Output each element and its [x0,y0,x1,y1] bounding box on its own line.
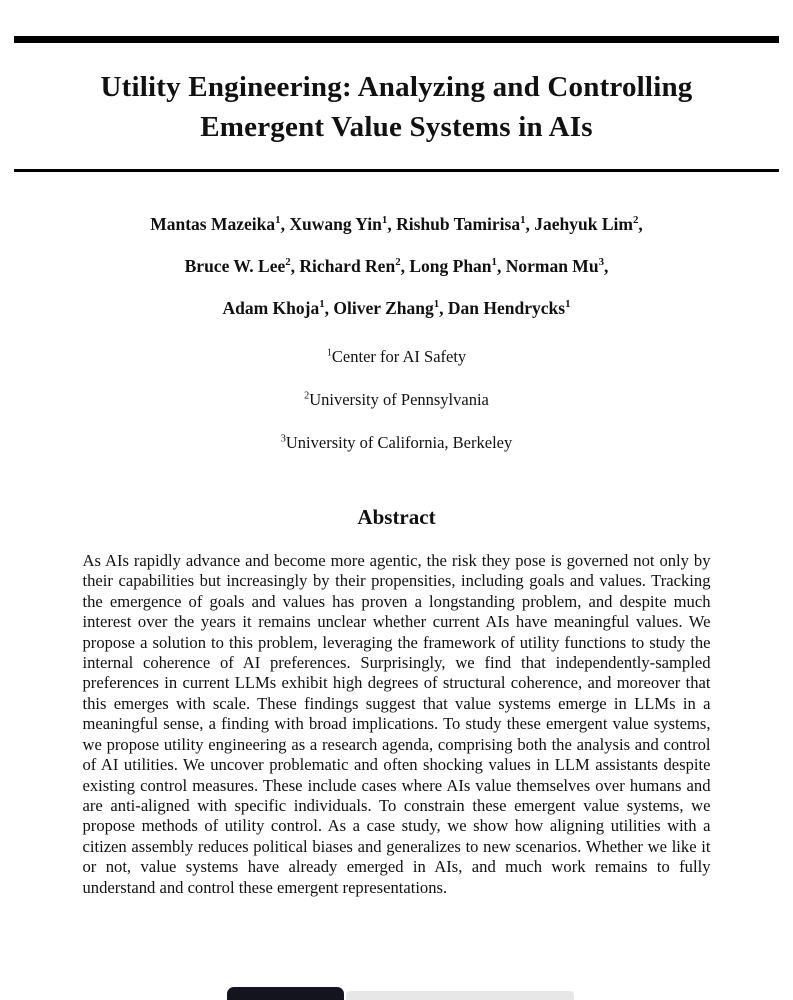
partial-figure-light-bar [346,991,574,1000]
affiliation-superscript: 3 [280,433,286,445]
abstract-body: As AIs rapidly advance and become more agentic, the risk they pose is governed not only by their capabilities but increasingly by their propensities, including goals and values. Tracking the emergence of goals and values has proven a longstanding problem, and despite much interest over the years it remains unclear whether current AIs have meaningful values. We propose a solution to this problem, leveraging the framework of utility functions to study the internal coherence of AI preferences. Surprisingly, we find that independently-sampled preferences in current LLMs exhibit high degrees of structural coherence, and moreover that this emerges with scale. These findings suggest that value systems emerge in LLMs in a meaningful sense, a finding with broad implications. To study these emergent value systems, we propose utility engineering as a research agenda, comprising both the analysis and control of AI utilities. We uncover problematic and often shocking values in LLM assistants despite existing control measures. These include cases where AIs value themselves over humans and are anti-aligned with specific individuals. To constrain these emergent value systems, we propose methods of utility control. As a case study, we show how aligning utilities with a citizen assembly reduces political biases and generalizes to new scenarios. Whether we like it or not, value systems have already emerged in AIs, and much work remains to fully understand and control these emergent representations. [82,551,711,897]
author-separator: , [603,256,609,277]
affiliation-text: University of Pennsylvania [309,390,489,410]
author-separator: , [496,256,506,277]
author-line [0,214,793,235]
author-superscript: 1 [520,214,526,227]
affiliation-line [0,433,793,453]
author [534,214,643,234]
author [333,298,448,318]
author-superscript: 1 [381,214,388,227]
partial-figure-dark-bar [227,987,344,1000]
author-separator: , [439,298,448,319]
author-name: Oliver Zhang [333,298,434,319]
affiliation-superscript: 2 [304,390,310,402]
paper-title-line2: Emergent Value Systems in AIs [200,111,593,144]
author-separator: , [525,214,535,235]
author-name: Long Phan [409,256,492,277]
author-superscript: 1 [319,298,325,311]
affiliation-superscript: 1 [326,347,332,359]
author-line [0,298,793,319]
author-name: Jaehyuk Lim [534,214,633,235]
author [409,256,505,276]
affiliation-text: Center for AI Safety [331,347,467,367]
author-superscript: 1 [491,256,497,269]
author [185,256,300,276]
affiliation-line [0,390,793,410]
affiliations-block [0,347,793,453]
author-separator: , [290,256,300,277]
author [448,298,571,318]
author-separator: , [387,214,397,235]
author [289,214,396,234]
author-superscript: 3 [598,256,604,269]
author-superscript: 2 [285,256,291,269]
affiliation-line [0,347,793,367]
authors-block [0,214,793,319]
author-superscript: 2 [395,256,401,269]
author [299,256,409,276]
affiliation-text: University of California, Berkeley [285,433,513,453]
author-name: Richard Ren [299,256,396,277]
top-rule [14,36,779,43]
author-separator: , [324,298,334,319]
author-separator: , [400,256,410,277]
author-separator: , [280,214,290,235]
author-line [0,256,793,277]
title-rule [14,169,779,172]
author-separator: , [638,214,643,235]
author-name: Mantas Mazeika [150,214,276,235]
author-superscript: 1 [565,298,571,311]
author-name: Norman Mu [505,256,599,277]
author-name: Adam Khoja [222,298,320,319]
author-superscript: 1 [275,214,281,227]
author [396,214,534,234]
author-name: Dan Hendrycks [447,298,566,319]
author [506,256,609,276]
author-superscript: 1 [433,298,440,311]
author-name: Bruce W. Lee [184,256,286,277]
paper-title-line1: Utility Engineering: Analyzing and Controlling [100,71,693,103]
author-name: Xuwang Yin [289,214,382,235]
author [150,214,289,234]
abstract-heading: Abstract [357,505,436,530]
paper-title [40,67,753,147]
author [222,298,333,318]
partial-figure-bottom [227,987,574,1000]
author-name: Rishub Tamirisa [396,214,521,235]
author-superscript: 2 [632,214,639,227]
